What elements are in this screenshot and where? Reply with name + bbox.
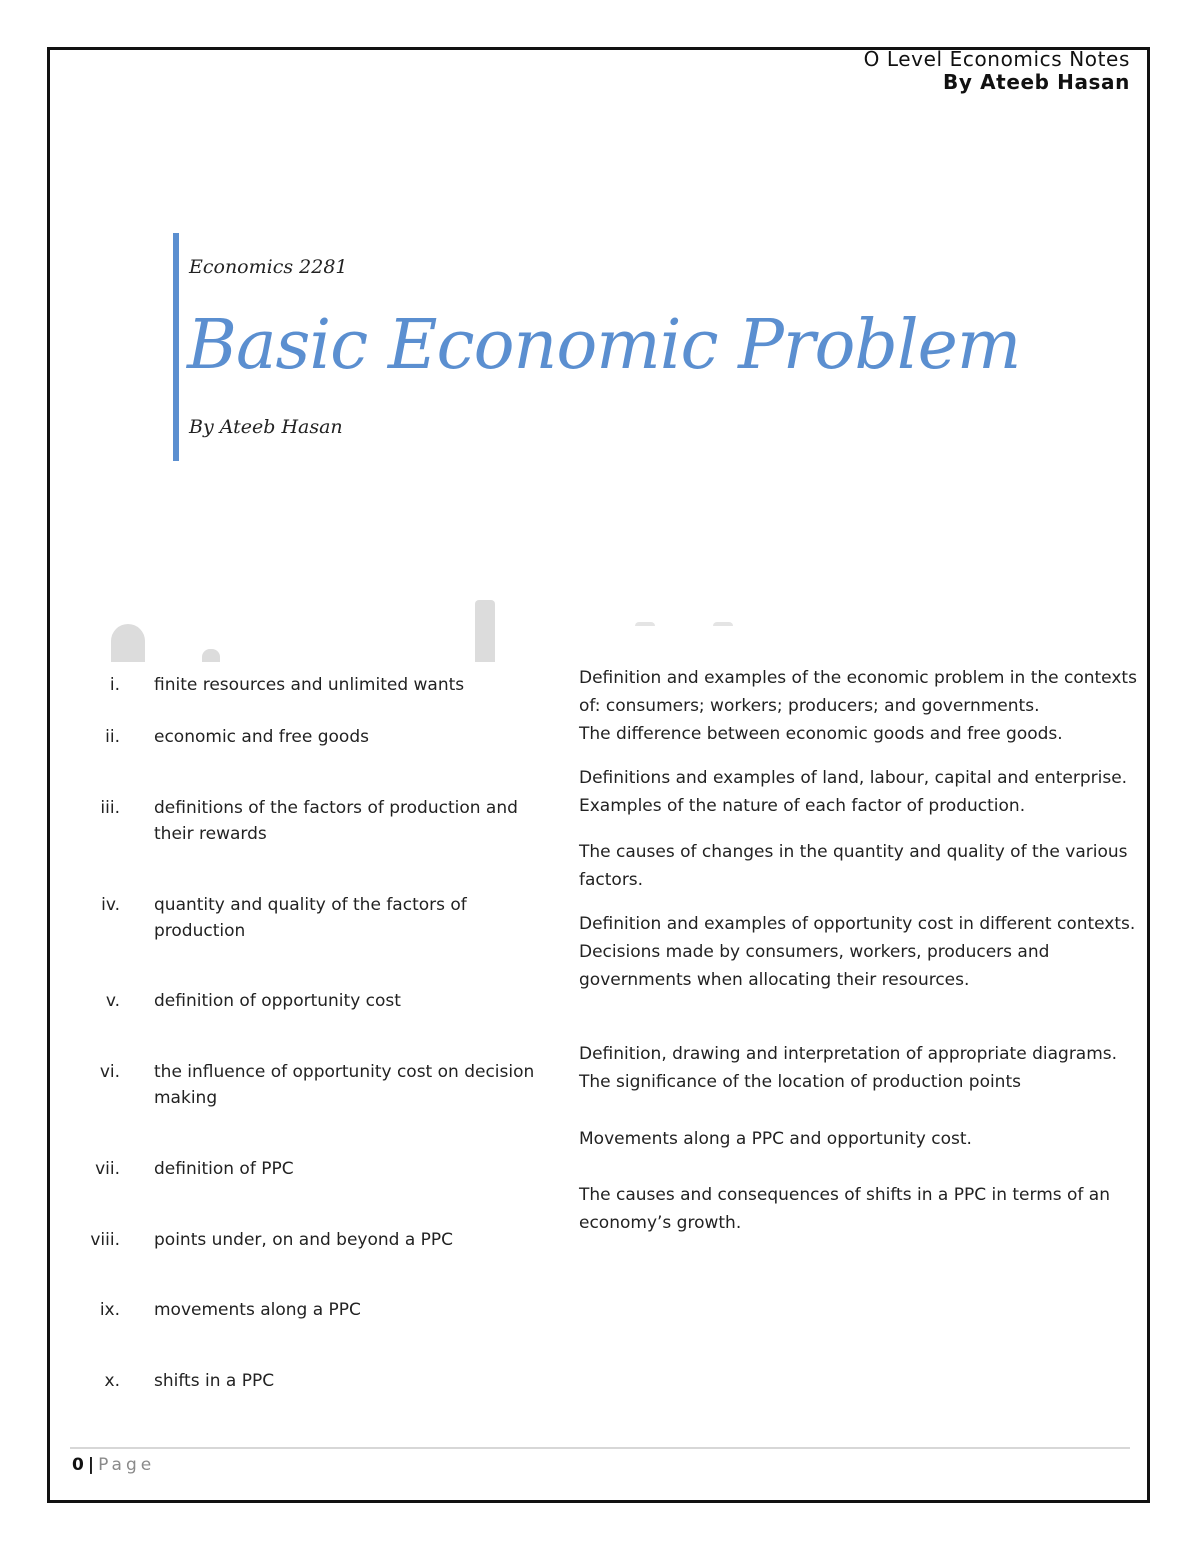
title-accent-bar xyxy=(173,233,179,461)
faded-heading-glyph xyxy=(713,622,733,626)
syllabus-number: i. xyxy=(109,675,120,695)
faded-heading-glyph xyxy=(635,622,655,626)
syllabus-number: v. xyxy=(105,991,120,1011)
description-block xyxy=(579,764,1144,820)
description-block xyxy=(579,1125,1144,1153)
syllabus-number: vi. xyxy=(99,1062,120,1082)
syllabus-number: ix. xyxy=(99,1300,120,1320)
cover-subtitle: Economics 2281 xyxy=(189,256,348,278)
description-block xyxy=(579,1040,1144,1096)
syllabus-text: movements along a PPC xyxy=(154,1300,361,1320)
description-block xyxy=(579,838,1144,894)
syllabus-text: definition of opportunity cost xyxy=(154,991,401,1011)
description-line: The causes of changes in the quantity and quality of the various factors. xyxy=(579,842,1128,890)
faded-heading-glyph xyxy=(475,600,495,662)
syllabus-number: ii. xyxy=(105,727,120,747)
page-number: 0 xyxy=(72,1455,84,1475)
description-line: The significance of the location of production points xyxy=(579,1072,1021,1092)
description-line: Examples of the nature of each factor of production. xyxy=(579,796,1026,816)
faded-heading-glyph xyxy=(202,649,220,662)
header-line-2: By Ateeb Hasan xyxy=(943,70,1130,94)
faded-heading-glyph xyxy=(111,624,145,662)
page-label: Page xyxy=(98,1455,156,1475)
description-line: Decisions made by consumers, workers, producers and governments when allocating their resources. xyxy=(579,942,1050,990)
cover-author: By Ateeb Hasan xyxy=(189,416,343,438)
description-line: Definitions and examples of land, labour, capital and enterprise. xyxy=(579,768,1128,788)
description-block xyxy=(579,664,1144,748)
footer-separator: | xyxy=(87,1455,95,1475)
syllabus-text: economic and free goods xyxy=(154,727,369,747)
syllabus-text: shifts in a PPC xyxy=(154,1371,275,1391)
description-line: Movements along a PPC and opportunity cost. xyxy=(579,1129,972,1149)
syllabus-number: vii. xyxy=(95,1159,120,1179)
description-line: Definition, drawing and interpretation of appropriate diagrams. xyxy=(579,1044,1118,1064)
syllabus-text: definition of PPC xyxy=(154,1159,294,1179)
syllabus-text: quantity and quality of the factors of production xyxy=(154,895,467,941)
syllabus-text: finite resources and unlimited wants xyxy=(154,675,465,695)
header-line-1: O Level Economics Notes xyxy=(863,47,1130,71)
description-block xyxy=(579,910,1144,994)
running-header xyxy=(864,48,1130,94)
syllabus-number: iv. xyxy=(101,895,120,915)
syllabus-text: the influence of opportunity cost on decision making xyxy=(154,1062,535,1108)
page-footer xyxy=(72,1455,155,1475)
description-line: The causes and consequences of shifts in a PPC in terms of an economy’s growth. xyxy=(579,1185,1111,1233)
description-line: The difference between economic goods and free goods. xyxy=(579,724,1063,744)
syllabus-number: x. xyxy=(104,1371,120,1391)
syllabus-number: iii. xyxy=(100,798,120,818)
description-line: Definition and examples of the economic problem in the contexts of: consumers; workers; producers; and governments. xyxy=(579,668,1137,716)
footer-divider xyxy=(70,1447,1130,1449)
syllabus-text: definitions of the factors of production and their rewards xyxy=(154,798,518,844)
syllabus-number: viii. xyxy=(90,1230,120,1250)
syllabus-text: points under, on and beyond a PPC xyxy=(154,1230,454,1250)
description-line: Definition and examples of opportunity cost in different contexts. xyxy=(579,914,1136,934)
cover-title: Basic Economic Problem xyxy=(187,306,1021,385)
description-block xyxy=(579,1181,1144,1237)
